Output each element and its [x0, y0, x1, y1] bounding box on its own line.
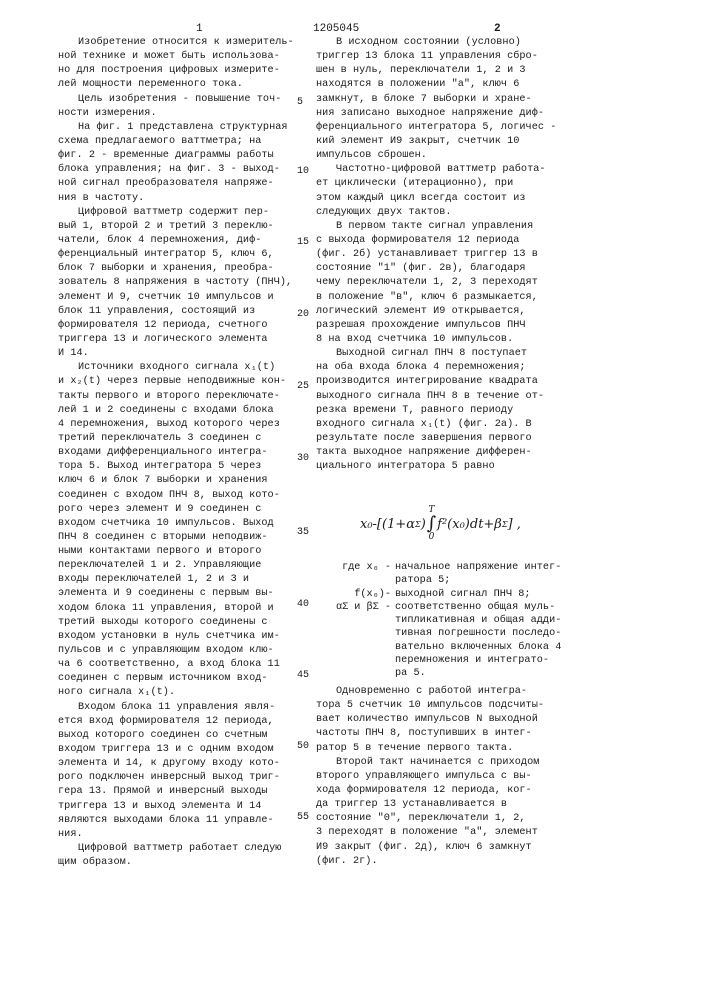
text-line: входом счетчика 10 импульсов. Выход: [58, 517, 293, 531]
text-line: формирователя 12 периода, счетного: [58, 319, 293, 333]
text-line: Частотно-цифровой ваттметр работа-: [316, 163, 566, 177]
text-line: третий выходы которого соединены с: [58, 616, 293, 630]
text-line: на оба входа блока 4 перемножения;: [316, 361, 566, 375]
text-line: выходного сигнала ПНЧ 8 в течение от-: [316, 390, 566, 404]
paragraph: [58, 361, 293, 700]
text-line: Второй такт начинается с приходом: [316, 756, 566, 770]
text-line: рого через элемент И 9 соединен с: [58, 503, 293, 517]
eq-body: f²(x₀)dt+β: [437, 517, 502, 532]
right-column-bottom: [316, 685, 566, 869]
text-line: чему переключатели 1, 2, 3 переходят: [316, 276, 566, 290]
line-number: 15: [297, 237, 309, 249]
paragraph: [58, 842, 293, 870]
text-line: Одновременно с работой интегра-: [316, 685, 566, 699]
line-number: 20: [297, 309, 309, 321]
text-line: результате после завершения первого: [316, 432, 566, 446]
right-page-number: 2: [494, 22, 501, 36]
text-line: ния записано выходное напряжение диф-: [316, 107, 566, 121]
where-desc-line: начальное напряжение интег-: [395, 561, 595, 574]
text-line: Цель изобретения - повышение точ-: [58, 93, 293, 107]
integral-sign: ∫: [427, 515, 436, 533]
text-line: триггера 13 и выход элемента И 14: [58, 800, 293, 814]
text-line: элемента И 14, к другому входу кото-: [58, 757, 293, 771]
eq-pre: x₀-[(1+α: [360, 517, 415, 532]
text-line: ния в частоту.: [58, 192, 293, 206]
text-line: схема предлагаемого ваттметра; на: [58, 135, 293, 149]
text-line: входного сигнала x₁(t) (фиг. 2а). В: [316, 418, 566, 432]
text-line: являются выходами блока 11 управле-: [58, 814, 293, 828]
text-line: В первом такте сигнал управления: [316, 220, 566, 234]
text-line: ными контактами первого и второго: [58, 545, 293, 559]
text-line: ности измерения.: [58, 107, 293, 121]
paragraph: [316, 347, 566, 474]
text-line: вает количество импульсов N выходной: [316, 713, 566, 727]
where-desc-line: вательно включенных блока 4: [395, 641, 595, 654]
text-line: замкнут, в блоке 7 выборки и хране-: [316, 93, 566, 107]
text-line: (фиг. 2г).: [316, 855, 566, 869]
text-line: ного сигнала x₁(t).: [58, 686, 293, 700]
text-line: циального интегратора 5 равно: [316, 460, 566, 474]
text-line: входы переключателей 1, 2 и 3 и: [58, 573, 293, 587]
text-line: ференциального интегратора 5, логичес -: [316, 121, 566, 135]
text-line: пульсов и с управляющим входом клю-: [58, 644, 293, 658]
where-desc-line: соответственно общая муль-: [395, 601, 595, 614]
equation: [360, 506, 521, 542]
text-line: И 14.: [58, 347, 293, 361]
paragraph: [58, 36, 293, 93]
text-line: входом триггера 13 и с одним входом: [58, 743, 293, 757]
text-line: 8 на вход счетчика 10 импульсов.: [316, 333, 566, 347]
text-line: Входом блока 11 управления явля-: [58, 701, 293, 715]
text-line: блока управления; на фиг. 3 - выход-: [58, 163, 293, 177]
text-line: такты первого и второго переключате-: [58, 390, 293, 404]
text-line: хода формирователя 12 периода, ког-: [316, 784, 566, 798]
paragraph: [58, 93, 293, 121]
text-line: чатели, блок 4 перемножения, диф-: [58, 234, 293, 248]
where-desc-line: типликативная и общая адди-: [395, 614, 595, 627]
text-line: ной технике и может быть использова-: [58, 50, 293, 64]
text-line: логический элемент И9 открывается,: [316, 305, 566, 319]
text-line: 3 переходят в положение "а", элемент: [316, 826, 566, 840]
text-line: Изобретение относится к измеритель-: [58, 36, 293, 50]
text-line: частоты ПНЧ 8, поступивших в интег-: [316, 727, 566, 741]
line-number: 45: [297, 670, 309, 682]
text-line: (фиг. 2б) устанавливает триггер 13 в: [316, 248, 566, 262]
text-line: шен в нуль, переключатели 1, 2 и 3: [316, 64, 566, 78]
text-line: вый 1, второй 2 и третий 3 переклю-: [58, 220, 293, 234]
line-number: 10: [297, 166, 309, 178]
text-line: ча 6 соответственно, а вход блока 11: [58, 658, 293, 672]
line-number: 5: [297, 97, 303, 109]
where-item: [312, 561, 595, 588]
where-list: [312, 561, 595, 681]
where-term: где x₀ -: [312, 561, 395, 574]
left-column: [58, 36, 293, 870]
line-number: 55: [297, 812, 309, 824]
text-line: да триггер 13 устанавливается в: [316, 798, 566, 812]
text-line: 4 перемножения, выход которого через: [58, 418, 293, 432]
text-line: блок 7 выборки и хранения, преобра-: [58, 262, 293, 276]
text-line: ратор 5 в течение первого такта.: [316, 742, 566, 756]
text-line: триггера 13 и логического элемента: [58, 333, 293, 347]
text-line: состояние "1" (фиг. 2в), благодаря: [316, 262, 566, 276]
line-number: 40: [297, 599, 309, 611]
right-column-top: [316, 36, 566, 474]
text-line: в положение "в", ключ 6 размыкается,: [316, 291, 566, 305]
text-line: тора 5 счетчик 10 импульсов подсчиты-: [316, 699, 566, 713]
text-line: разрешая прохождение импульсов ПНЧ: [316, 319, 566, 333]
text-line: производится интегрирование квадрата: [316, 375, 566, 389]
text-line: элемента И 9 соединены с первым вы-: [58, 587, 293, 601]
text-line: В исходном состоянии (условно): [316, 36, 566, 50]
integral: [427, 506, 436, 542]
paragraph: [58, 121, 293, 206]
text-line: На фиг. 1 представлена структурная: [58, 121, 293, 135]
text-line: триггер 13 блока 11 управления сбро-: [316, 50, 566, 64]
text-line: рого подключен инверсный выход триг-: [58, 771, 293, 785]
line-number: 35: [297, 527, 309, 539]
text-line: зователь 8 напряжения в частоту (ПНЧ),: [58, 276, 293, 290]
text-line: ПНЧ 8 соединен с вторыми неподвиж-: [58, 531, 293, 545]
text-line: лей 1 и 2 соединены с входами блока: [58, 404, 293, 418]
text-line: ет циклически (итерационно), при: [316, 177, 566, 191]
text-line: кий элемент И9 закрыт, счетчик 10: [316, 135, 566, 149]
paragraph: [58, 206, 293, 362]
text-line: второго управляющего импульса с вы-: [316, 770, 566, 784]
text-line: входом установки в нуль счетчика им-: [58, 630, 293, 644]
text-line: ходом блока 11 управления, второй и: [58, 602, 293, 616]
text-line: блок 11 управления, состоящий из: [58, 305, 293, 319]
where-desc-line: ра 5.: [395, 667, 595, 680]
text-line: соединен с первым источником вход-: [58, 672, 293, 686]
text-line: этом каждый цикл всегда состоит из: [316, 192, 566, 206]
text-line: щим образом.: [58, 856, 293, 870]
text-line: входами дифференциального интегра-: [58, 446, 293, 460]
text-line: но для построения цифровых измерите-: [58, 64, 293, 78]
eq-sub: Σ: [502, 520, 508, 529]
text-line: Источники входного сигнала x₁(t): [58, 361, 293, 375]
text-line: состояние "0", переключатели 1, 2,: [316, 812, 566, 826]
text-line: Выходной сигнал ПНЧ 8 поступает: [316, 347, 566, 361]
text-line: тора 5. Выход интегратора 5 через: [58, 460, 293, 474]
text-line: резка времени T, равного периоду: [316, 404, 566, 418]
eq-post: ] ,: [507, 517, 520, 532]
eq-mid: ): [421, 517, 426, 532]
text-line: выход которого соединен со счетным: [58, 729, 293, 743]
line-number: 30: [297, 453, 309, 465]
line-number: 50: [297, 741, 309, 753]
text-line: ключ 6 и блок 7 выборки и хранения: [58, 474, 293, 488]
left-page-number: 1: [196, 22, 203, 36]
paragraph: [316, 36, 566, 163]
text-line: гера 13. Прямой и инверсный выходы: [58, 785, 293, 799]
where-item: [312, 601, 595, 681]
paragraph: [316, 685, 566, 756]
integral-lower: 0: [429, 533, 435, 542]
text-line: ференциальный интегратор 5, ключ 6,: [58, 248, 293, 262]
paragraph: [58, 701, 293, 842]
text-line: Цифровой ваттметр содержит пер-: [58, 206, 293, 220]
eq-sub: Σ: [415, 520, 421, 529]
paragraph: [316, 756, 566, 869]
where-desc-line: перемножения и интеграто-: [395, 654, 595, 667]
text-line: И9 закрыт (фиг. 2д), ключ 6 замкнут: [316, 841, 566, 855]
text-line: ется вход формирователя 12 периода,: [58, 715, 293, 729]
where-term: f(x₀)-: [312, 588, 395, 601]
where-term: αΣ и βΣ -: [312, 601, 395, 614]
text-line: соединен с входом ПНЧ 8, выход кото-: [58, 489, 293, 503]
patent-number: 1205045: [313, 22, 359, 36]
text-line: следующих двух тактов.: [316, 206, 566, 220]
integral-upper: T: [428, 506, 434, 515]
text-line: с выхода формирователя 12 периода: [316, 234, 566, 248]
text-line: фиг. 2 - временные диаграммы работы: [58, 149, 293, 163]
paragraph: [316, 163, 566, 220]
text-line: такта выходное напряжение дифферен-: [316, 446, 566, 460]
where-desc-line: выходной сигнал ПНЧ 8;: [395, 588, 595, 601]
text-line: ния.: [58, 828, 293, 842]
text-line: ной сигнал преобразователя напряже-: [58, 177, 293, 191]
where-item: [312, 588, 595, 601]
text-line: переключателей 1 и 2. Управляющие: [58, 559, 293, 573]
text-line: элемент И 9, счетчик 10 импульсов и: [58, 291, 293, 305]
text-line: третий переключатель 3 соединен с: [58, 432, 293, 446]
where-desc-line: тивная погрешности последо-: [395, 627, 595, 640]
line-number: 25: [297, 381, 309, 393]
text-line: импульсов сброшен.: [316, 149, 566, 163]
paragraph: [316, 220, 566, 347]
text-line: Цифровой ваттметр работает следую: [58, 842, 293, 856]
text-line: и x₂(t) через первые неподвижные кон-: [58, 375, 293, 389]
text-line: находятся в положении "а", ключ 6: [316, 78, 566, 92]
text-line: лей мощности переменного тока.: [58, 78, 293, 92]
where-desc-line: ратора 5;: [395, 574, 595, 587]
